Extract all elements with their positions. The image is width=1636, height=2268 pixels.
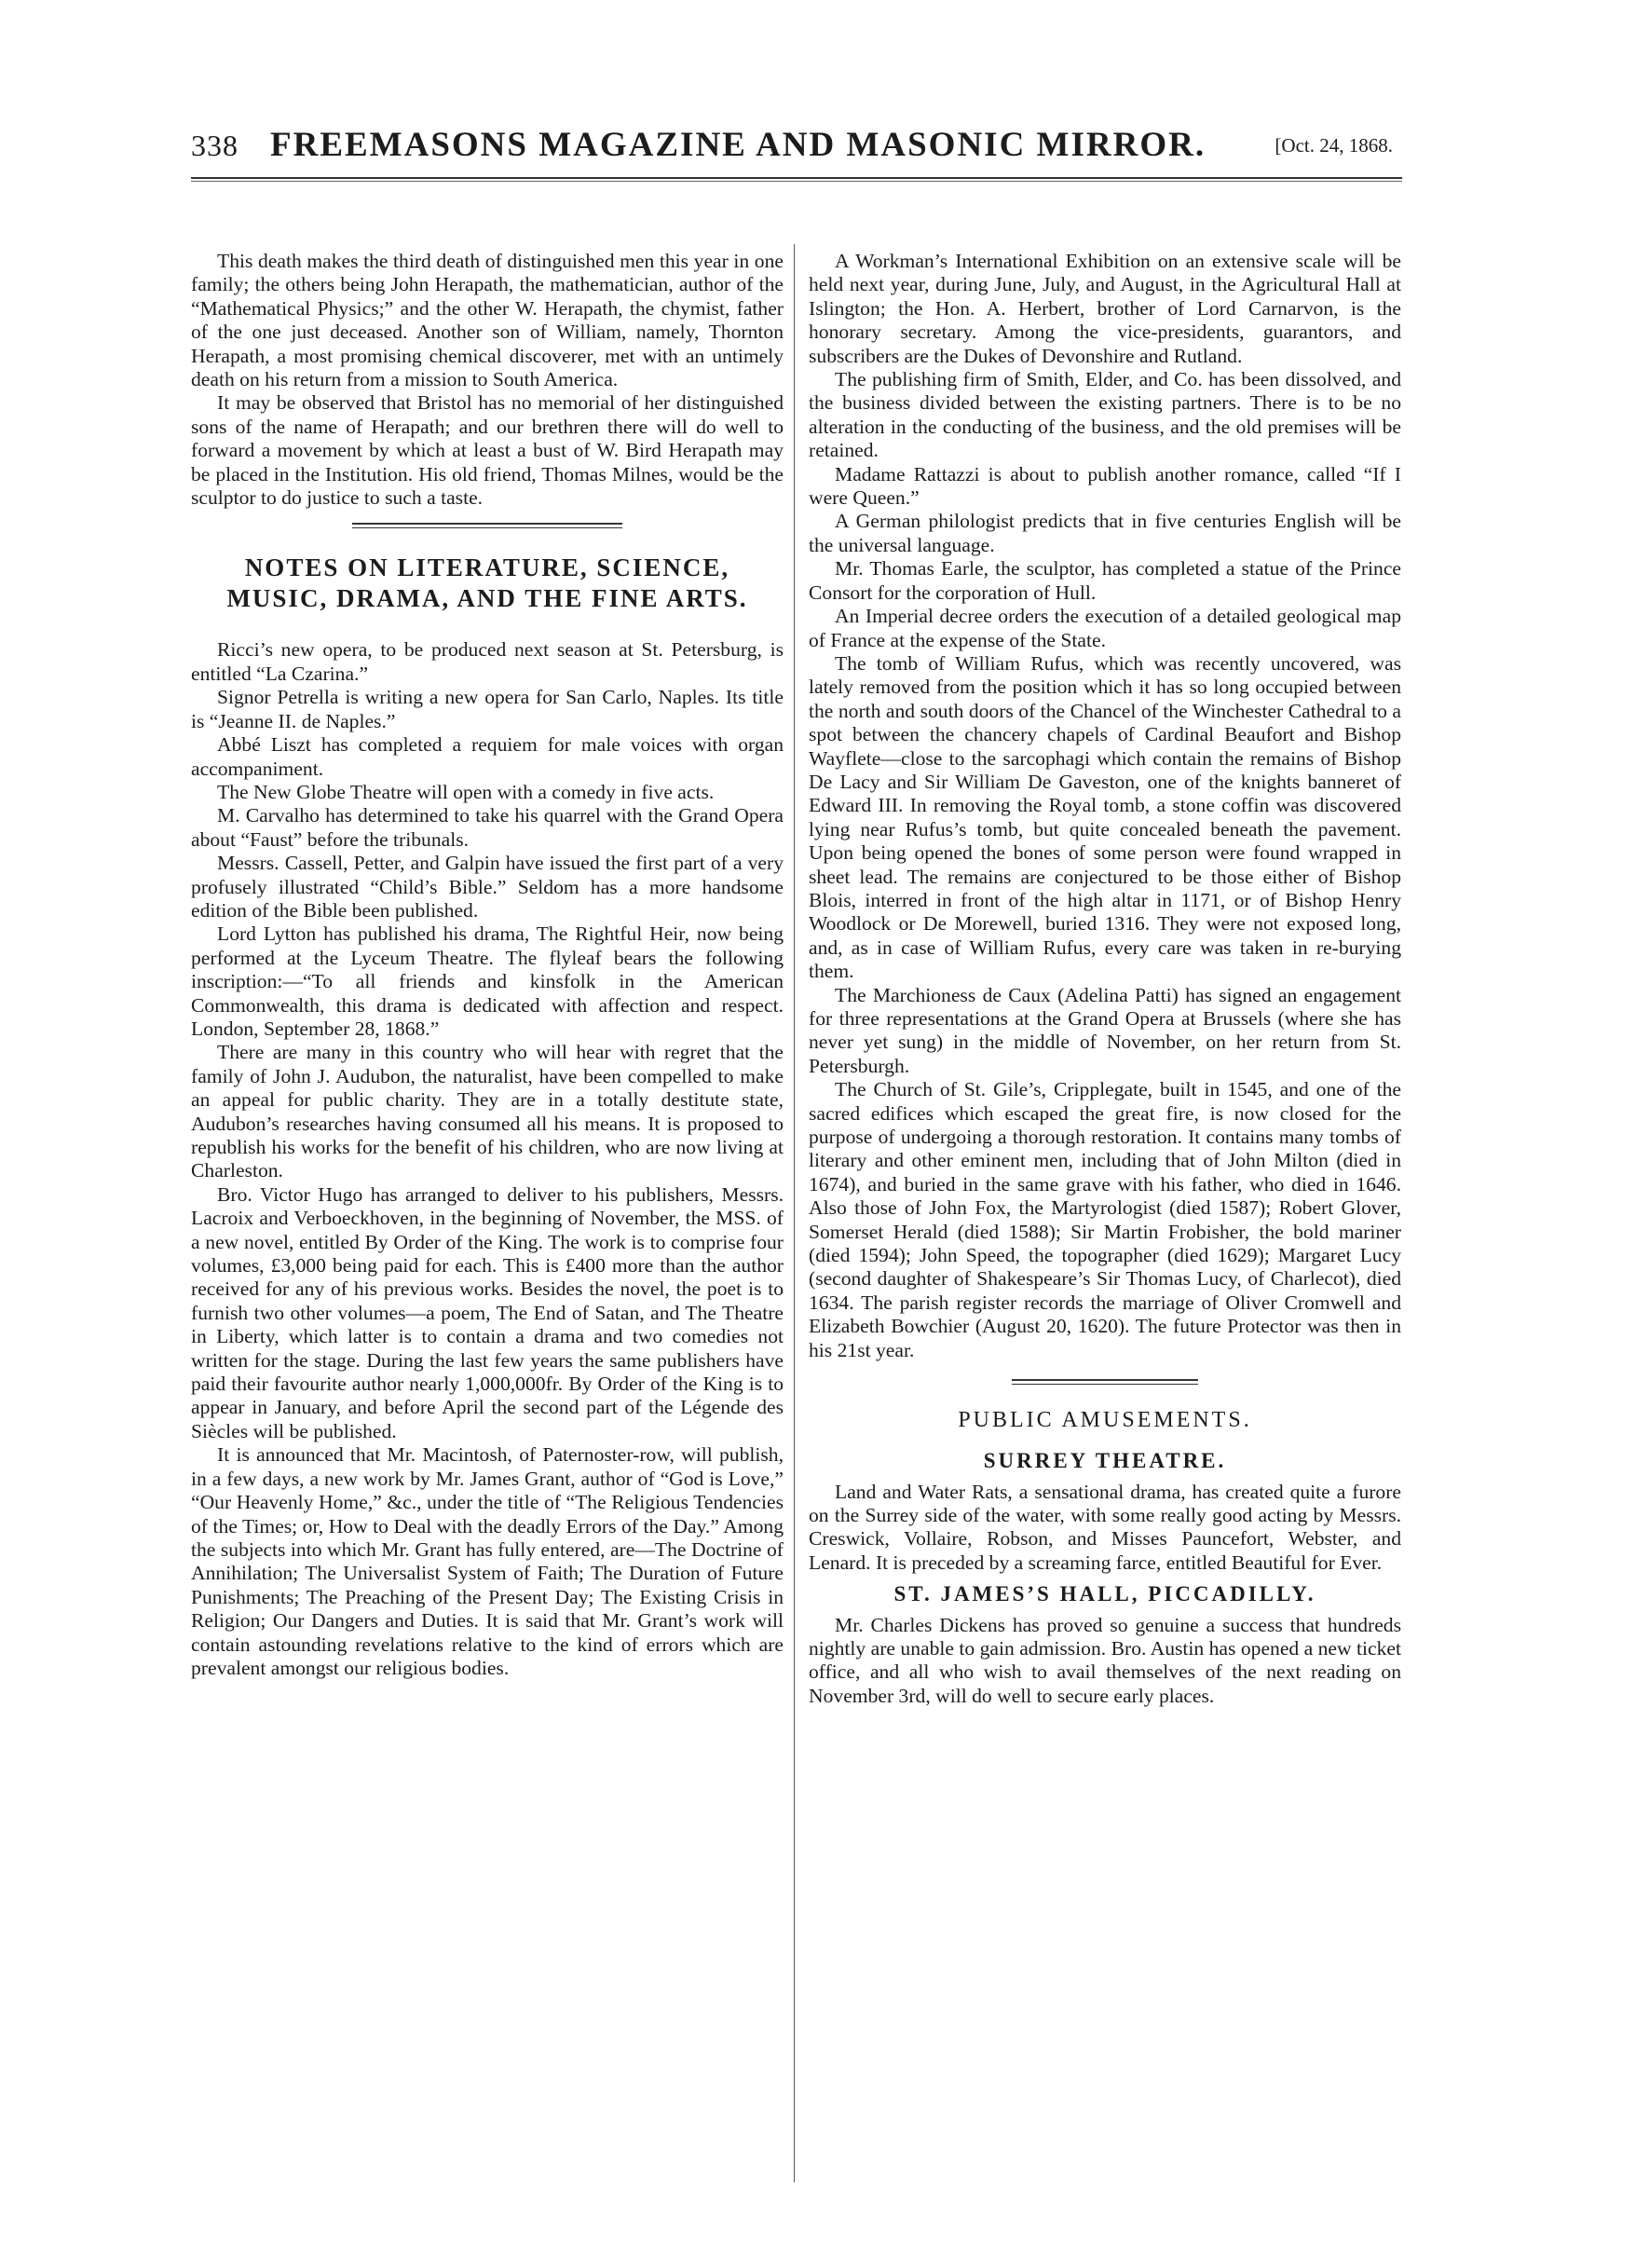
stjames-heading: ST. JAMES’S HALL, PICCADILLY. xyxy=(893,1582,1316,1606)
notes-heading: NOTES ON LITERATURE, SCIENCE, MUSIC, DRAMA, AND THE FINE ARTS. xyxy=(226,553,748,613)
paragraph: Lord Lytton has published his drama, The Rightful Heir, now being performed at the Lyceum Theatre. The flyleaf bears the following inscription:—“To all friends and kinsfolk in the American Commonwealth, this drama is dedicated with affection and respect. London, September 28, 1868.” xyxy=(191,922,784,1040)
page-number: 338 xyxy=(191,129,239,162)
paragraph: A Workman’s International Exhibition on an extensive scale will be held next year, during June, July, and August, in the Agricultural Hall at Islington; the Hon. A. Herbert, brother of Lord Carnarvon, is the honorary secretary. Among the vice-presidents, guarantors, and subscribers are the Dukes of Devonshire and Rutland. xyxy=(809,250,1401,367)
paragraph: Messrs. Cassell, Petter, and Galpin have issued the first part of a very profusely illustrated “Child’s Bible.” Seldom has a more handsome edition of the Bible been published. xyxy=(191,852,784,922)
paragraph: Mr. Charles Dickens has proved so genuine a success that hundreds nightly are unable to gain admission. Bro. Austin has opened a new ticket office, and all who wish to avail themselves of the next reading on November 3rd, will do well to secure early places. xyxy=(809,1613,1401,1707)
paragraph: Ricci’s new opera, to be produced next season at St. Petersburg, is entitled “La Czarina.” xyxy=(191,638,784,685)
paragraph: The publishing firm of Smith, Elder, and Co. has been dissolved, and the business divided between the existing partners. There is to be no alteration in the conducting of the business, and the old premises will be retained. xyxy=(809,368,1401,462)
paragraph: The New Globe Theatre will open with a comedy in five acts. xyxy=(217,780,715,803)
magazine-title: FREEMASONS MAGAZINE AND MASONIC MIRROR. xyxy=(270,126,1207,164)
paragraph: Signor Petrella is writing a new opera for San Carlo, Naples. Its title is “Jeanne II. de Naples.” xyxy=(191,686,784,732)
paragraph: Abbé Liszt has completed a requiem for male voices with organ accompaniment. xyxy=(191,733,784,780)
column-divider xyxy=(794,244,795,2182)
paragraph: The Church of St. Gile’s, Cripplegate, built in 1545, and one of the sacred edifices which escaped the great fire, is now closed for the purpose of undergoing a thorough restoration. It contains many tombs of literary and other eminent men, including that of John Milton (died in 1674), and buried in the same grave with his father, who died in 1646. Also those of John Fox, the Martyrologist (died 1587); Robert Glover, Somerset Herald (died 1588); Sir Martin Frobisher, the bold mariner (died 1594); John Speed, the topographer (died 1629); Margaret Lucy (second daughter of Shakespeare’s Sir Thomas Lucy, of Charlecot), died 1634. The parish register records the marriage of Oliver Cromwell and Elizabeth Bowchier (August 20, 1620). The future Protector was then in his 21st year. xyxy=(809,1078,1401,1361)
paragraph: The tomb of William Rufus, which was recently uncovered, was lately removed from the position which it has so long occupied between the north and south doors of the Chancel of the Winchester Cathedral to a spot between the chancery chapels of Cardinal Beaufort and Bishop Wayflete—close to the sarcophagi which contain the remains of Bishop De Lacy and Sir William De Gaveston, one of the knights banneret of Edward III. In removing the Royal tomb, a stone coffin was discovered lying near Rufus’s tomb, but quite concealed beneath the pavement. Upon being opened the bones of some person were found wrapped in sheet lead. The remains are conjectured to be those either of Bishop Blois, interred in front of the high altar in 1171, or of Bishop Henry Woodlock or De Morewell, buried 1316. They were not exposed long, and, as in case of William Rufus, every care was taken in re-burying them. xyxy=(809,651,1401,983)
paragraph: It may be observed that Bristol has no memorial of her distinguished sons of the name of Herapath; and our brethren there will do well to forward a movement by which at least a bust of W. Bird Herapath may be placed in the Institution. His old friend, Thomas Milnes, would be the sculptor to do justice to such a taste. xyxy=(191,391,784,510)
section-separator xyxy=(1012,1379,1198,1385)
paragraph: Bro. Victor Hugo has arranged to deliver to his publishers, Messrs. Lacroix and Verboeckhoven, in the beginning of November, the MSS. of a new novel, entitled By Order of the King. The work is to comprise four volumes, £3,000 being paid for each. This is £400 more than the author received for any of his previous works. Besides the novel, the poet is to furnish two other volumes—a poem, The End of Satan, and The Theatre in Liberty, which latter is to contain a drama and two comedies not written for the stage. During the last few years the same publishers have paid their favourite author nearly 1,000,000fr. By Order of the King is to appear in January, and before April the second part of the Légende des Siècles will be published. xyxy=(191,1182,784,1442)
paragraph: This death makes the third death of distinguished men this year in one family; the others being John Herapath, the mathematician, author of the “Mathematical Physics;” and the other W. Herapath, the chymist, father of the one just deceased. Another son of William, namely, Thornton Herapath, a most promising chemical discoverer, met with an untimely death on his return from a mission to South America. xyxy=(191,250,784,391)
section-separator xyxy=(352,523,622,528)
issue-date: [Oct. 24, 1868. xyxy=(1275,134,1393,157)
left-column xyxy=(191,250,784,1680)
surrey-heading: SURREY THEATRE. xyxy=(983,1449,1227,1473)
header-rule xyxy=(191,177,1402,179)
paragraph: Land and Water Rats, a sensational drama, has created quite a furore on the Surrey side of the water, with some really good acting by Messrs. Creswick, Vollaire, Robson, and Misses Pauncefort, Webster, and Lenard. It is preceded by a screaming farce, entitled Beautiful for Ever. xyxy=(809,1480,1401,1574)
right-column xyxy=(809,250,1401,1708)
paragraph: M. Carvalho has determined to take his quarrel with the Grand Opera about “Faust” before the tribunals. xyxy=(191,804,784,851)
paragraph: Mr. Thomas Earle, the sculptor, has completed a statue of the Prince Consort for the corporation of Hull. xyxy=(809,557,1401,604)
paragraph: Madame Rattazzi is about to publish another romance, called “If I were Queen.” xyxy=(809,462,1401,510)
amusements-heading: PUBLIC AMUSEMENTS. xyxy=(958,1408,1252,1433)
paragraph: A German philologist predicts that in five centuries English will be the universal language. xyxy=(809,510,1401,556)
paragraph: An Imperial decree orders the execution of a detailed geological map of France at the expense of the State. xyxy=(809,605,1401,651)
header-rule-thin xyxy=(191,181,1402,182)
paragraph: It is announced that Mr. Macintosh, of Paternoster-row, will publish, in a few days, a new work by Mr. James Grant, author of “God is Love,” “Our Heavenly Home,” &c., under the title of “The Religious Tendencies of the Times; or, How to Deal with the deadly Errors of the Day.” Among the subjects into which Mr. Grant has fully entered, are—The Doctrine of Annihilation; The Universalist System of Faith; The Duration of Future Punishments; The Preaching of the Present Day; The Existing Crisis in Religion; Our Dangers and Duties. It is said that Mr. Grant’s work will contain astounding revelations relative to the kind of errors which are prevalent amongst our religious bodies. xyxy=(191,1443,784,1679)
paragraph: There are many in this country who will hear with regret that the family of John J. Audubon, the naturalist, have been compelled to make an appeal for public charity. They are in a totally destitute state, Audubon’s researches having consumed all his means. It is proposed to republish his works for the benefit of his children, who are now living at Charleston. xyxy=(191,1041,784,1182)
page-header xyxy=(191,123,1393,170)
paragraph: The Marchioness de Caux (Adelina Patti) has signed an engagement for three representations at the Grand Opera at Brussels (where she has never yet sung) in the middle of November, on her return from St. Petersburgh. xyxy=(809,983,1401,1077)
